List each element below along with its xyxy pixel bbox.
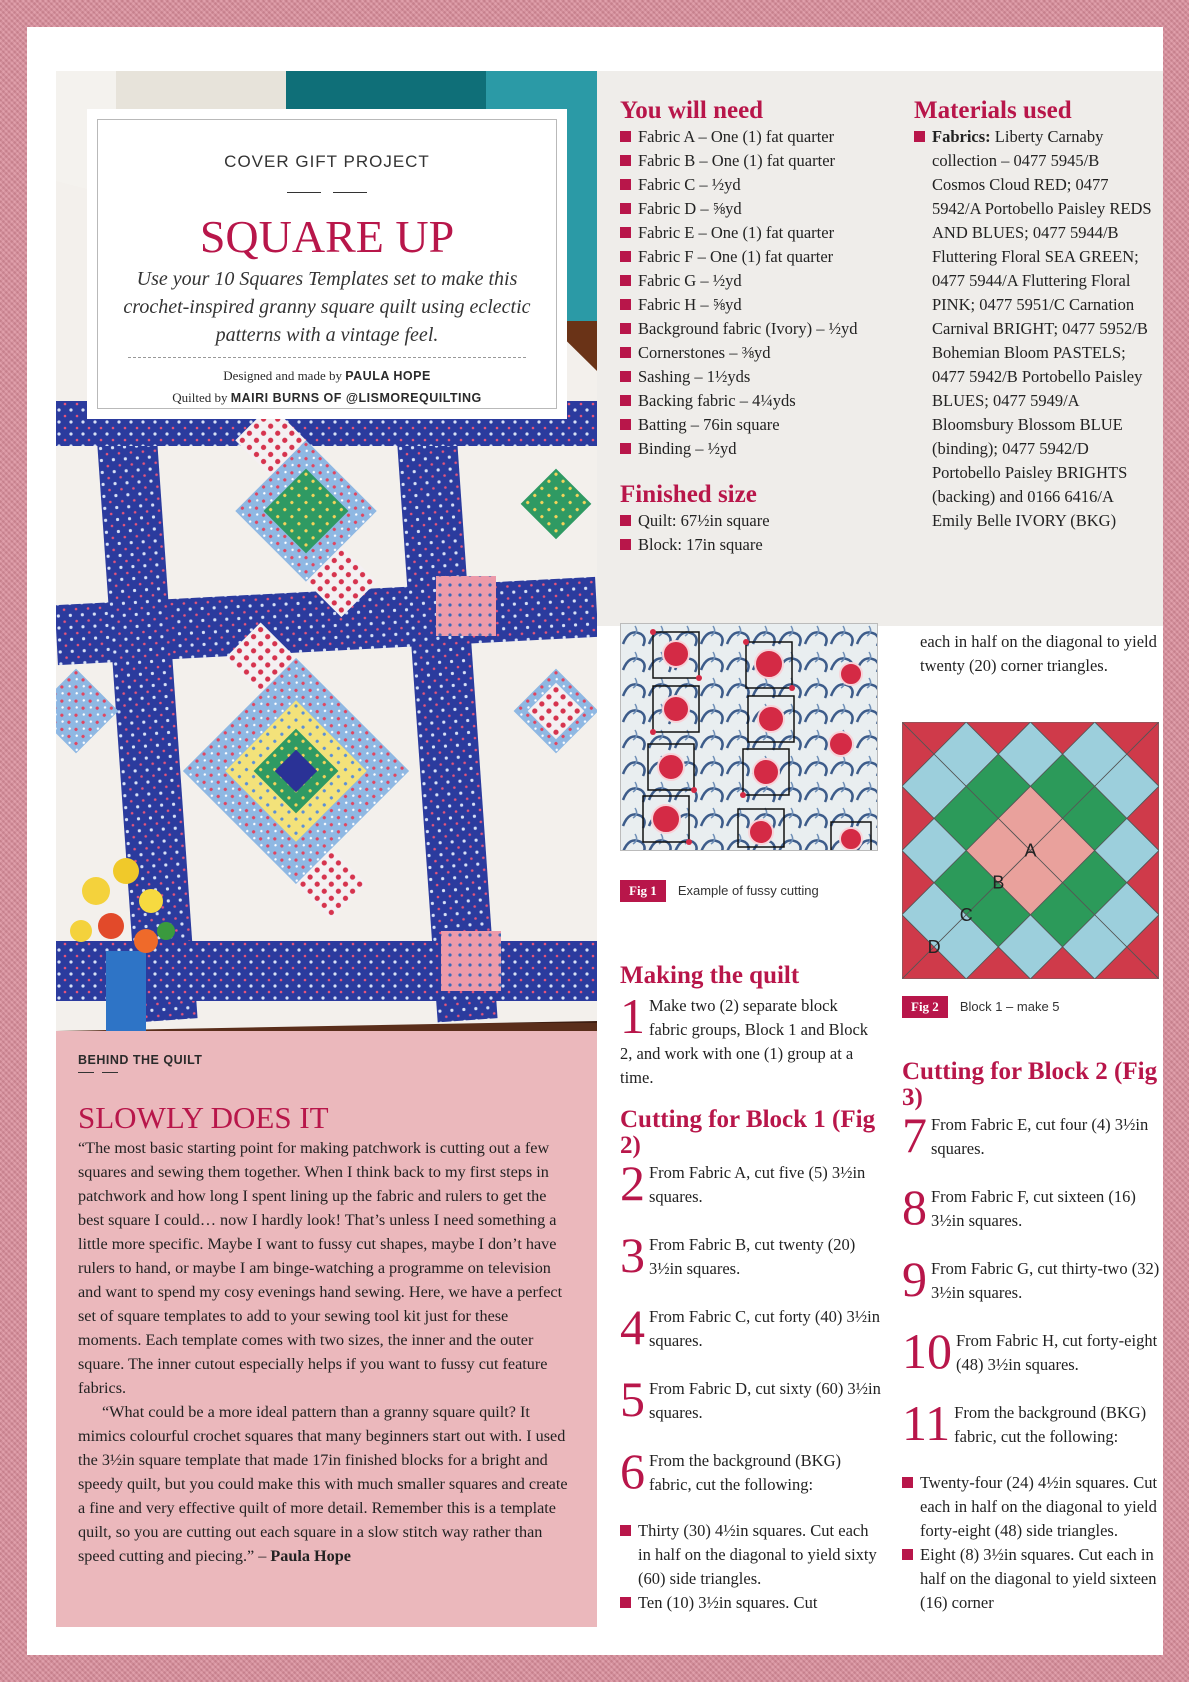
you-will-need-item: Fabric G – ½yd: [620, 269, 890, 293]
cover-label: COVER GIFT PROJECT: [224, 152, 430, 171]
block1-bullets: [620, 1519, 880, 1615]
title-box: [97, 119, 557, 409]
fig1-caption: [620, 880, 819, 902]
fig2-label-a: A: [1024, 840, 1037, 861]
you-will-need-item: Fabric H – ⅝yd: [620, 293, 890, 317]
block2-bullet: Eight (8) 3½in squares. Cut each in half on the diagonal to yield sixteen (16) corner: [902, 1543, 1160, 1615]
fig2-label-d: D: [927, 936, 941, 957]
quilt-photo: [56, 71, 597, 1031]
step-number: 1: [620, 988, 645, 1044]
step-5: [620, 1371, 882, 1427]
block1-heading: Cutting for Block 1 (Fig 2): [620, 1106, 876, 1159]
fig1-tag: Fig 1: [620, 880, 666, 902]
behind-paragraph-2-text: “What could be a more ideal pattern than a granny square quilt? It mimics colourful crochet squares that many beginners start out with. I used the 3½in square template that made 17in finished blocks for a bright and speedy quilt, but you could make this with much smaller squares and create a fine and very effective quilt of more detail. Remember this is a template quilt, so you are cutting out each square in a slow stitch way rather than speed cutting and piecing.” –: [78, 1403, 568, 1565]
step-text: From Fabric D, cut sixty (60) 3½in squares.: [649, 1379, 881, 1422]
you-will-need-item: Fabric B – One (1) fat quarter: [620, 149, 890, 173]
divider-ornament: [287, 190, 367, 196]
step-text: From Fabric G, cut thirty-two (32) 3½in squares.: [931, 1259, 1160, 1302]
magazine-page: [27, 27, 1163, 1655]
requirements-panel: [597, 71, 1163, 626]
step-number: 5: [620, 1371, 645, 1427]
step-4: [620, 1299, 882, 1355]
finished-size-item: Block: 17in square: [620, 533, 890, 557]
section-label: BEHIND THE QUILT: [78, 1053, 203, 1067]
fig2-block-diagram: [902, 722, 1159, 979]
block2-bullet: Twenty-four (24) 4½in squares. Cut each in half on the diagonal to yield forty-eight (48) side triangles.: [902, 1471, 1160, 1543]
step-text: From Fabric B, cut twenty (20) 3½in squares.: [649, 1235, 856, 1278]
block2-bullets: [902, 1471, 1160, 1615]
author-name: Paula Hope: [270, 1547, 351, 1565]
step-number: 10: [902, 1323, 952, 1379]
dashed-divider: [128, 357, 526, 358]
fig2-caption: [902, 996, 1060, 1018]
materials-label: Fabrics:: [932, 127, 991, 146]
you-will-need-item: Cornerstones – ⅜yd: [620, 341, 890, 365]
you-will-need-item: Sashing – 1½yds: [620, 365, 890, 389]
designer-name: PAULA HOPE: [345, 369, 431, 383]
step-6: [620, 1443, 882, 1499]
you-will-need-column: [620, 97, 890, 557]
finished-size-heading: Finished size: [620, 481, 757, 508]
you-will-need-item: Fabric C – ½yd: [620, 173, 890, 197]
materials-heading: Materials used: [914, 97, 1072, 124]
behind-paragraph-2: [78, 1400, 575, 1568]
you-will-need-heading: You will need: [620, 97, 764, 124]
step-3: [620, 1227, 882, 1283]
step-text: From Fabric C, cut forty (40) 3½in squares.: [649, 1307, 880, 1350]
fig1-caption-text: Example of fussy cutting: [677, 883, 819, 898]
step-1: [620, 988, 880, 1090]
quilted-prefix: Quilted by: [172, 390, 231, 405]
step-text: From the background (BKG) fabric, cut the following:: [649, 1451, 842, 1494]
step-number: 11: [902, 1395, 951, 1451]
you-will-need-item: Binding – ½yd: [620, 437, 890, 461]
step-number: 8: [902, 1179, 927, 1235]
step-text: From the background (BKG) fabric, cut the following:: [954, 1403, 1147, 1446]
you-will-need-item: Batting – 76in square: [620, 413, 890, 437]
you-will-need-item: Background fabric (Ivory) – ½yd: [620, 317, 890, 341]
fig2-caption-text: Block 1 – make 5: [959, 999, 1060, 1014]
materials-column: [914, 97, 1154, 533]
step-10: [902, 1323, 1164, 1379]
fussy-cut-illustration: [621, 624, 878, 851]
you-will-need-list: [620, 125, 890, 461]
materials-list: [914, 125, 1154, 533]
step-text: From Fabric E, cut four (4) 3½in squares.: [931, 1115, 1149, 1158]
step-8: [902, 1179, 1164, 1235]
page-title: SQUARE UP: [199, 211, 455, 262]
step-11: [902, 1395, 1164, 1451]
you-will-need-item: Fabric E – One (1) fat quarter: [620, 221, 890, 245]
quilter-credit: [98, 390, 556, 406]
quilter-name: MAIRI BURNS OF @LISMOREQUILTING: [230, 391, 482, 405]
you-will-need-item: Fabric D – ⅝yd: [620, 197, 890, 221]
block2-heading: Cutting for Block 2 (Fig 3): [902, 1058, 1158, 1111]
step-text: From Fabric F, cut sixteen (16) 3½in squares.: [931, 1187, 1136, 1230]
you-will-need-item: Fabric F – One (1) fat quarter: [620, 245, 890, 269]
finished-size-list: [620, 509, 890, 557]
step-2: [620, 1155, 882, 1211]
divider-ornament: [78, 1070, 118, 1076]
step-9: [902, 1251, 1164, 1307]
step-text: Make two (2) separate block fabric groups, Block 1 and Block 2, and work with one (1) group at a time.: [620, 996, 869, 1087]
step-number: 7: [902, 1107, 927, 1163]
step-7: [902, 1107, 1164, 1163]
block1-continued-text: each in half on the diagonal to yield twenty (20) corner triangles.: [920, 632, 1157, 675]
designer-credit: [98, 368, 556, 384]
fig2-label-b: B: [992, 872, 1005, 893]
section-title: SLOWLY DOES IT: [78, 1100, 329, 1135]
step-number: 9: [902, 1251, 927, 1307]
fig2-label-c: C: [959, 904, 973, 925]
fig1-fussy-cut-image: [620, 623, 878, 851]
step-number: 6: [620, 1443, 645, 1499]
step-number: 3: [620, 1227, 645, 1283]
fig2-tag: Fig 2: [902, 996, 948, 1018]
step-number: 4: [620, 1299, 645, 1355]
behind-the-quilt-section: [56, 1031, 597, 1627]
block1-bullet: Thirty (30) 4½in squares. Cut each in half on the diagonal to yield sixty (60) side triangles.: [620, 1519, 880, 1591]
you-will-need-item: Fabric A – One (1) fat quarter: [620, 125, 890, 149]
subtitle: Use your 10 Squares Templates set to make this crochet-inspired granny square quilt using eclectic patterns with a vintage feel.: [123, 268, 531, 346]
step-text: From Fabric A, cut five (5) 3½in squares.: [649, 1163, 866, 1206]
materials-item: [914, 125, 1154, 533]
finished-size-item: Quilt: 67½in square: [620, 509, 890, 533]
you-will-need-item: Backing fabric – 4¼yds: [620, 389, 890, 413]
step-text: From Fabric H, cut forty-eight (48) 3½in squares.: [956, 1331, 1158, 1374]
block1-bullet: Ten (10) 3½in squares. Cut: [620, 1591, 880, 1615]
designed-prefix: Designed and made by: [223, 368, 346, 383]
step-number: 2: [620, 1155, 645, 1211]
making-heading: Making the quilt: [620, 962, 800, 989]
materials-text: Liberty Carnaby collection – 0477 5945/B Cosmos Cloud RED; 0477 5942/A Portobello Paisley REDS AND BLUES; 0477 5944/B Fluttering Floral SEA GREEN; 0477 5944/A Fluttering Floral PINK; 0477 5951/C Carnation Carnival BRIGHT; 0477 5952/B Bohemian Bloom PASTELS; 0477 5942/B Portobello Paisley BLUES; 0477 5949/A Bloomsbury Blossom BLUE (binding); 0477 5942/D Portobello Paisley BRIGHTS (backing) and 0166 6416/A Emily Belle IVORY (BKG): [932, 127, 1152, 530]
behind-paragraph-1: “The most basic starting point for making patchwork is cutting out a few squares and sewing them together. When I think back to my first steps in patchwork and how long I spent lining up the fabric and rulers to get the best square I could… now I hardly look! That’s unless I need something a little more specific. Maybe I want to fussy cut shapes, maybe I don’t have rulers to hand, or maybe I am binge-watching a programme on television and want to spend my cosy evenings hand sewing. Here, we have a perfect set of square templates to add to your sewing tool kit just for these moments. Each template comes with two sizes, the inner and the outer square. The inner cutout especially helps if you want to fussy cut feature fabrics.: [78, 1139, 563, 1397]
